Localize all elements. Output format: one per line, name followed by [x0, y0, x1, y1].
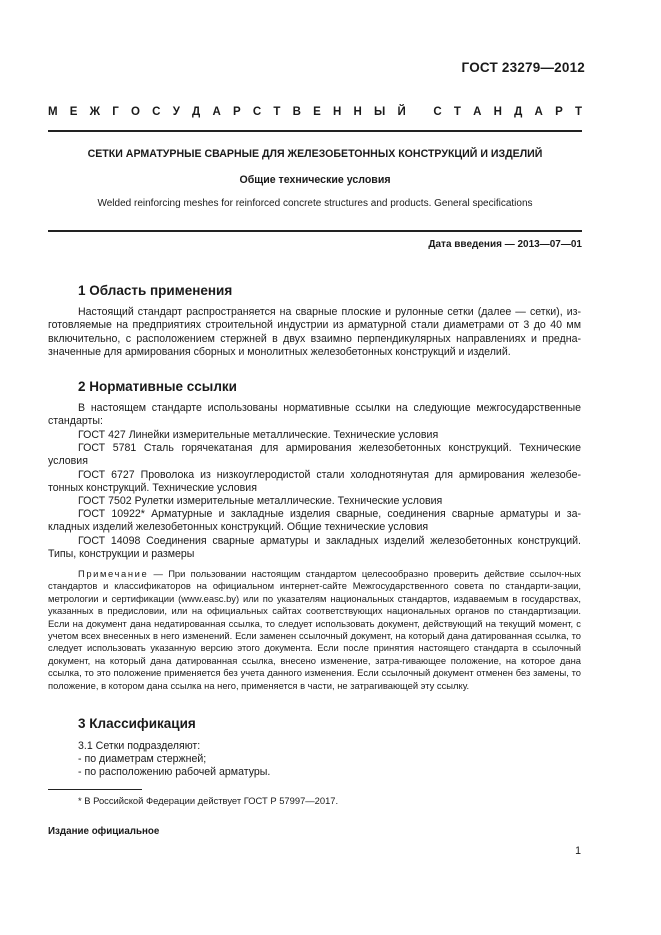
banner-letter: С [433, 106, 442, 118]
banner-letter: С [152, 106, 161, 118]
banner-letter: Й [397, 106, 406, 118]
banner-letter: Ж [89, 106, 101, 118]
banner-letter: Е [69, 106, 78, 118]
title-russian: СЕТКИ АРМАТУРНЫЕ СВАРНЫЕ ДЛЯ ЖЕЛЕЗОБЕТОННЫХ КОНСТРУКЦИЙ И ИЗДЕЛИЙ [87, 148, 543, 160]
introduction-date: Дата введения — 2013—07—01 [428, 239, 582, 250]
reference-gost-6727: ГОСТ 6727 Проволока из низкоуглеродистой стали холоднотянутая для армирования железобе-тонных конструкций. Технические условия [48, 469, 581, 495]
section-1-heading: 1 Область применения [78, 283, 233, 298]
section-2-intro: В настоящем стандарте использованы нормативные ссылки на следующие межгосударственные стандарты: [48, 402, 581, 428]
banner-letter: Е [313, 106, 321, 118]
references-note [48, 568, 581, 692]
banner-letter: Н [353, 106, 362, 118]
reference-gost-7502: ГОСТ 7502 Рулетки измерительные металлические. Технические условия [78, 495, 443, 507]
document-code: ГОСТ 23279—2012 [461, 60, 585, 75]
reference-gost-10922: ГОСТ 10922* Арматурные и закладные изделия сварные, соединения сварные арматуры и за-кладных изделий железобетонных конструкций. Общие технические условия [48, 508, 581, 534]
banner-letter: Д [192, 106, 201, 118]
page-number: 1 [575, 845, 581, 857]
banner-letter: Ы [374, 106, 386, 118]
classification-item-intro: 3.1 Сетки подразделяют: [78, 740, 201, 752]
banner-letter: О [131, 106, 140, 118]
classification-item-arrangement: - по расположению рабочей арматуры. [78, 766, 271, 778]
banner-letter: А [534, 106, 543, 118]
banner-letter: А [212, 106, 221, 118]
reference-gost-427: ГОСТ 427 Линейки измерительные металлические. Технические условия [78, 429, 439, 441]
footnote: * В Российской Федерации действует ГОСТ Р 57997—2017. [78, 795, 339, 806]
classification-item-diameter: - по диаметрам стержней; [78, 753, 207, 765]
banner-letter: Г [112, 106, 119, 118]
banner-letter [418, 106, 421, 118]
banner-letter: У [172, 106, 180, 118]
banner-letter: Н [493, 106, 502, 118]
banner-letter: Т [453, 106, 461, 118]
banner-letter: Т [273, 106, 281, 118]
section-1-text: Настоящий стандарт распространяется на сварные плоские и рулонные сетки (далее — сетки), из-готовляемые на предприятиях строительной индустрии из арматурной стали диаметрами от 3 до 40 мм включительно, с расположением стержней в двух взаимно перпендикулярных направлениях и предна-значенные для армирования сборных и монолитных железобетонных конструкций и изделий. [48, 306, 581, 358]
banner-letter: Т [574, 106, 582, 118]
interstate-standard-banner [48, 106, 582, 118]
banner-letter: Р [232, 106, 241, 118]
banner-letter: В [292, 106, 301, 118]
footnote-rule [48, 789, 142, 790]
title-english: Welded reinforcing meshes for reinforced concrete structures and products. General specifications [97, 198, 533, 209]
banner-letter: С [252, 106, 262, 118]
reference-gost-5781: ГОСТ 5781 Сталь горячекатаная для армирования железобетонных конструкций. Технические условия [48, 442, 581, 468]
section-2-heading: 2 Нормативные ссылки [78, 379, 237, 394]
banner-letter: Р [555, 106, 563, 118]
header-rule-bottom [48, 230, 582, 232]
reference-gost-14098: ГОСТ 14098 Соединения сварные арматуры и закладных изделий железобетонных конструкций. Типы, конструкции и размеры [48, 535, 581, 561]
banner-letter: А [473, 106, 482, 118]
section-3-heading: 3 Классификация [78, 716, 196, 731]
banner-letter: Н [332, 106, 342, 118]
header-rule-top [48, 130, 582, 132]
note-text: — При пользовании настоящим стандартом целесообразно проверить действие ссылоч-ных стандартов и классификаторов на официальном интернет-сайте Межгосударственного совета по стандарти-зации, метрологии и сертификации (www.easc.by) или по указателям национальных стандартов, издаваемым в государствах, указанных в предисловии, или на официальных сайтах соответствующих национальных органов по стандартизации. Если на документ дана недатированная ссылка, то следует использовать документ, действующий на текущий момент, с учетом всех внесенных в него изменений. Если заменен ссылочный документ, на который дана датированная ссылка, то следует использовать указанную версию этого документа. Если после принятия настоящего стандарта в ссылочный документ, на который дана датированная ссылка, внесено изменение, затра-гивающее положение, на которое дана ссылка, то это положение применяется без учета данного изменения. Если ссылочный документ отменен без замены, то положение, в котором дана ссылка на него, применяется в части, не затрагивающей эту ссылку. [48, 568, 581, 691]
note-label: Примечание [78, 568, 149, 579]
official-edition-label: Издание официальное [48, 826, 160, 837]
subtitle-russian: Общие технические условия [239, 174, 391, 186]
banner-letter: М [48, 106, 58, 118]
banner-letter: Д [514, 106, 523, 118]
